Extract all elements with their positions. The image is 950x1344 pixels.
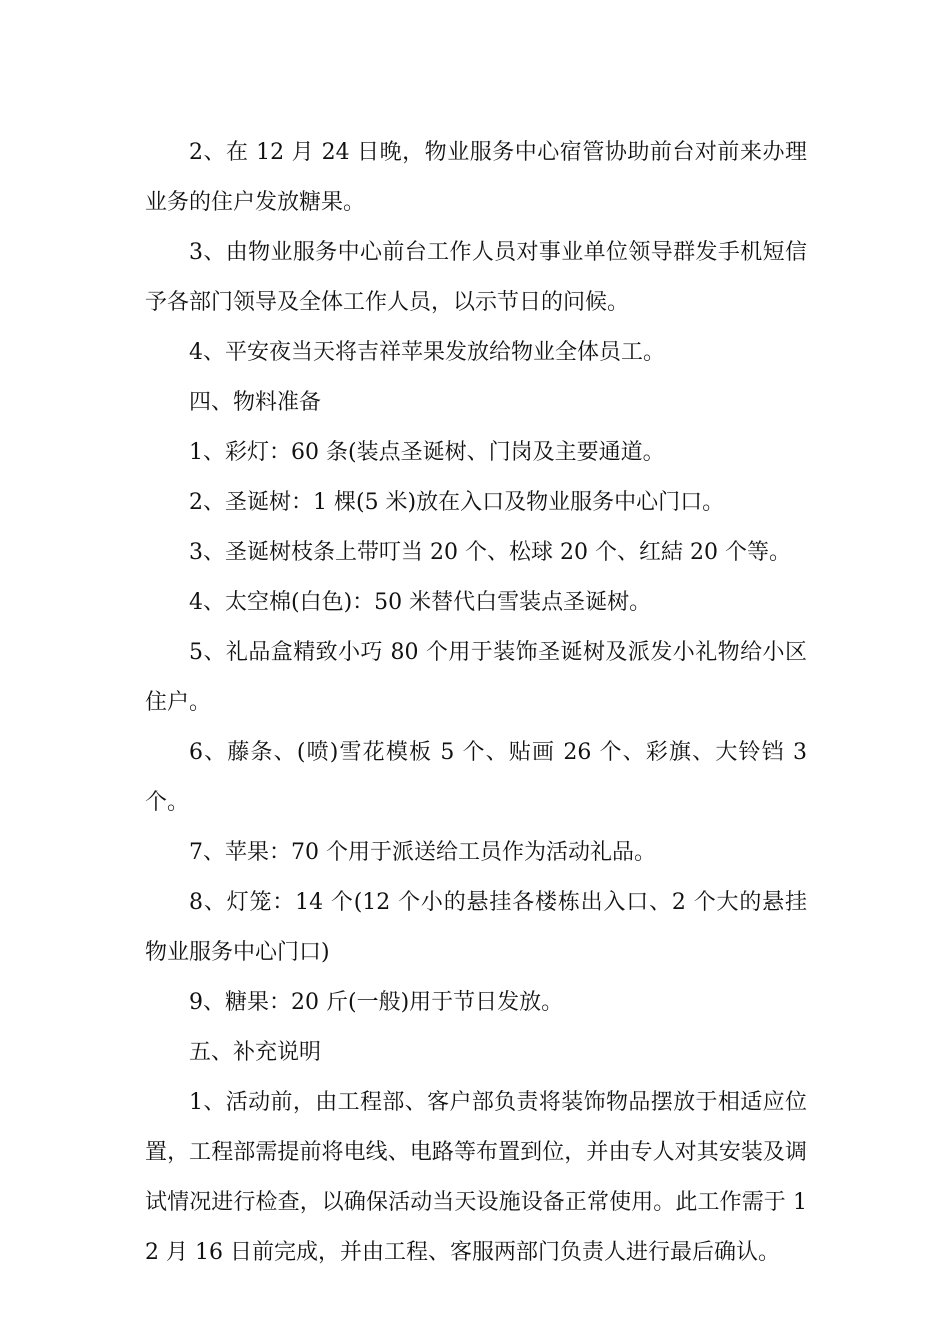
paragraph-material-lanterns: 8、灯笼：14 个(12 个小的悬挂各楼栋出入口、2 个大的悬挂物业服务中心门口) [145, 890, 807, 965]
document-body [145, 128, 807, 1278]
section-heading-materials: 四、物料准备 [189, 390, 322, 415]
paragraph-material-candy: 9、糖果：20 斤(一般)用于节日发放。 [189, 990, 564, 1015]
paragraph-material-decorations: 6、藤条、(喷)雪花模板 5 个、贴画 26 个、彩旗、大铃铛 3 个。 [145, 740, 807, 815]
paragraph-material-lights: 1、彩灯：60 条(装点圣诞树、门岗及主要通道。 [189, 440, 665, 465]
section-heading-notes: 五、补充说明 [189, 1040, 322, 1065]
paragraph-note-preparation: 1、活动前，由工程部、客户部负责将装饰物品摆放于相适应位置，工程部需提前将电线、电路等布置到位，并由专人对其安装及调试情况进行检查，以确保活动当天设施设备正常使用。此工作需于 12 月 16 日前完成，并由工程、客服两部门负责人进行最后确认。 [145, 1090, 807, 1265]
paragraph-item-2-candy: 2、在 12 月 24 日晚，物业服务中心宿管协助前台对前来办理业务的住户发放糖果。 [145, 140, 807, 215]
paragraph-material-cotton: 4、太空棉(白色)：50 米替代白雪装点圣诞树。 [189, 590, 652, 615]
paragraph-material-ornaments: 3、圣诞树枝条上带叮当 20 个、松球 20 个、红結 20 个等。 [189, 540, 791, 565]
paragraph-material-tree: 2、圣诞树：1 棵(5 米)放在入口及物业服务中心门口。 [189, 490, 725, 515]
paragraph-item-4-apples: 4、平安夜当天将吉祥苹果发放给物业全体员工。 [189, 340, 665, 365]
paragraph-material-giftboxes: 5、礼品盒精致小巧 80 个用于装饰圣诞树及派发小礼物给小区住户。 [145, 640, 807, 715]
paragraph-material-apples: 7、苹果：70 个用于派送给工员作为活动礼品。 [189, 840, 656, 865]
paragraph-item-3-sms: 3、由物业服务中心前台工作人员对事业单位领导群发手机短信予各部门领导及全体工作人员，以示节日的问候。 [145, 240, 807, 315]
